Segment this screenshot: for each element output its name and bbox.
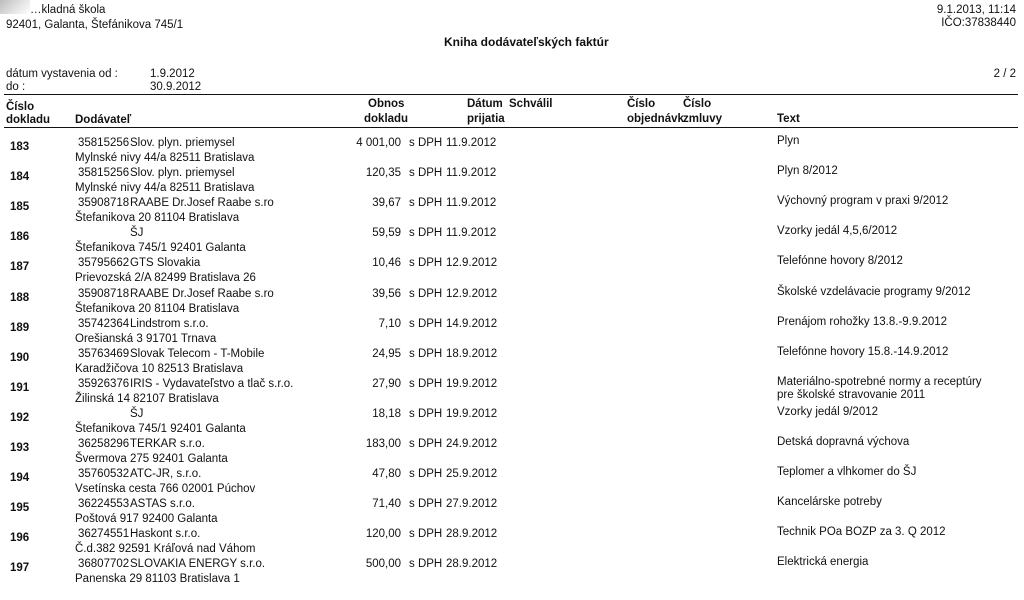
description: Vzorky jedál 9/2012 [777, 405, 879, 418]
received-date: 27.9.2012 [446, 498, 498, 511]
vat-label: s DPH [409, 137, 443, 149]
col-contract-1: Číslo [683, 98, 712, 110]
page-number: 2 / 2 [993, 68, 1016, 80]
supplier-address: Štefanikova 745/1 92401 Galanta [75, 242, 246, 255]
supplier-address: Štefanikova 20 81104 Bratislava [75, 212, 240, 225]
page-fold [0, 0, 30, 14]
received-date: 11.9.2012 [446, 137, 497, 149]
supplier-address: Vsetínska cesta 766 02001 Púchov [75, 483, 256, 496]
supplier-name: ŠJ [130, 227, 144, 240]
description: Výchovný program v praxi 9/2012 [777, 195, 949, 208]
description: Kancelárske potreby [777, 496, 882, 509]
amount: 18,18 [372, 407, 401, 420]
supplier-name: RAABE Dr.Josef Raabe s.ro [130, 287, 274, 300]
vat-label: s DPH [409, 257, 443, 270]
org-ico: IČO:37838440 [941, 17, 1016, 29]
supplier-ico: 35763469 [78, 347, 130, 360]
supplier-ico: 35926376 [78, 377, 130, 390]
date-from: 1.9.2012 [150, 68, 195, 80]
doc-number: 197 [10, 562, 30, 575]
description: Telefónne hovory 8/2012 [777, 255, 903, 268]
col-date-2: prijatia [467, 113, 505, 125]
received-date: 25.9.2012 [446, 468, 498, 481]
col-amount-2: dokladu [364, 113, 409, 125]
header-top-rule [4, 94, 1018, 95]
amount: 47,80 [372, 468, 401, 481]
vat-label: s DPH [409, 407, 443, 420]
supplier-address: Prievozská 2/A 82499 Bratislava 26 [75, 272, 256, 285]
description: Plyn [777, 135, 800, 147]
description: Teplomer a vlhkomer do ŠJ [777, 466, 917, 479]
doc-number: 184 [10, 171, 30, 184]
received-date: 28.9.2012 [446, 528, 498, 541]
supplier-ico: 35742364 [78, 317, 130, 330]
doc-number: 188 [10, 291, 30, 304]
description: Plyn 8/2012 [777, 165, 838, 178]
description: Vzorky jedál 4,5,6/2012 [777, 225, 898, 238]
col-contract-2: zmluvy [683, 113, 722, 125]
description: Elektrická energia [777, 556, 869, 569]
col-approved: Schválil [509, 98, 553, 110]
col-order-1: Číslo [627, 98, 656, 110]
date-to-label: do : [6, 81, 26, 93]
received-date: 19.9.2012 [446, 377, 498, 390]
supplier-address: Poštová 917 92400 Galanta [75, 513, 218, 526]
description: Školské vzdelávacie programy 9/2012 [777, 285, 971, 298]
supplier-name: Slov. plyn. priemysel [130, 137, 235, 149]
col-doc-number-2: dokladu [6, 114, 51, 126]
supplier-name: Slov. plyn. priemysel [130, 167, 235, 180]
doc-number: 190 [10, 351, 30, 364]
supplier-name: SLOVAKIA ENERGY s.r.o. [130, 558, 266, 571]
supplier-address: Mylnské nivy 44/a 82511 Bratislava [75, 182, 255, 195]
supplier-ico: 35760532 [78, 468, 130, 481]
received-date: 12.9.2012 [446, 257, 498, 270]
supplier-address: Orešianská 3 91701 Trnava [75, 332, 217, 345]
amount: 10,46 [372, 257, 401, 270]
col-text: Text [777, 113, 800, 125]
vat-label: s DPH [409, 167, 443, 180]
supplier-ico: 35795662 [78, 257, 130, 270]
supplier-ico: 36258296 [78, 438, 130, 450]
amount: 120,00 [365, 528, 401, 541]
vat-label: s DPH [409, 558, 443, 571]
supplier-address: Štefanikova 20 81104 Bratislava [75, 302, 240, 315]
supplier-ico: 35908718 [78, 197, 130, 210]
doc-number: 189 [10, 321, 30, 334]
printed-at: 9.1.2013, 11:14 [936, 4, 1016, 16]
supplier-name: TERKAR s.r.o. [130, 438, 205, 450]
vat-label: s DPH [409, 317, 443, 330]
supplier-name: Lindstrom s.r.o. [130, 317, 209, 330]
supplier-address: Žilinská 14 82107 Bratislava [75, 392, 219, 405]
supplier-name: GTS Slovakia [130, 257, 201, 270]
doc-number: 196 [10, 532, 30, 545]
amount: 39,67 [372, 197, 401, 210]
amount: 27,90 [372, 377, 401, 390]
supplier-ico: 36274551 [78, 528, 130, 541]
supplier-address: Štefanikova 745/1 92401 Galanta [75, 422, 246, 435]
description: Telefónne hovory 15.8.-14.9.2012 [777, 345, 949, 358]
doc-number: 187 [10, 261, 30, 274]
supplier-ico: 36807702 [78, 558, 130, 571]
received-date: 11.9.2012 [446, 167, 497, 180]
amount: 500,00 [365, 558, 401, 571]
vat-label: s DPH [409, 438, 443, 450]
col-amount-1: Obnos [368, 98, 405, 110]
received-date: 11.9.2012 [446, 227, 497, 240]
supplier-ico: 35908718 [78, 287, 130, 300]
vat-label: s DPH [409, 498, 443, 511]
description: Materiálno-spotrebné normy a receptúry [777, 375, 982, 388]
doc-number: 191 [10, 381, 30, 394]
doc-number: 183 [10, 141, 30, 153]
description: Prenájom rohožky 13.8.-9.9.2012 [777, 315, 948, 328]
report-title: Kniha dodávateľských faktúr [444, 35, 609, 49]
supplier-name: ATC-JR, s.r.o. [130, 468, 202, 481]
received-date: 24.9.2012 [446, 438, 498, 450]
doc-number: 185 [10, 201, 30, 214]
doc-number: 195 [10, 502, 30, 515]
supplier-ico: 35815256 [78, 167, 130, 180]
amount: 4 001,00 [356, 137, 401, 149]
doc-number: 192 [10, 411, 30, 424]
received-date: 18.9.2012 [446, 347, 498, 360]
col-supplier: Dodávateľ [75, 114, 132, 126]
header-bottom-rule [4, 127, 1018, 128]
supplier-name: ŠJ [130, 407, 144, 420]
supplier-address: Mylnské nivy 44/a 82511 Bratislava [75, 152, 255, 164]
supplier-name: RAABE Dr.Josef Raabe s.ro [130, 197, 274, 210]
vat-label: s DPH [409, 528, 443, 541]
supplier-name: Slovak Telecom - T-Mobile [130, 347, 265, 360]
supplier-name: ASTAS s.r.o. [130, 498, 195, 511]
vat-label: s DPH [409, 468, 443, 481]
supplier-address: Č.d.382 92591 Kráľová nad Váhom [75, 543, 256, 556]
supplier-address: Karadžičova 10 82513 Bratislava [75, 362, 244, 375]
vat-label: s DPH [409, 197, 443, 210]
amount: 120,35 [365, 167, 401, 180]
org-name: …kladná škola [30, 4, 106, 16]
description: Detská dopravná výchova [777, 436, 910, 448]
supplier-name: Haskont s.r.o. [130, 528, 201, 541]
vat-label: s DPH [409, 287, 443, 300]
amount: 183,00 [365, 438, 401, 450]
supplier-address: Panenska 29 81103 Bratislava 1 [75, 573, 240, 586]
supplier-name: IRIS - Vydavateľstvo a tlač s.r.o. [130, 377, 294, 390]
doc-number: 186 [10, 231, 30, 244]
amount: 24,95 [372, 347, 401, 360]
received-date: 12.9.2012 [446, 287, 498, 300]
amount: 59,59 [372, 227, 401, 240]
vat-label: s DPH [409, 347, 443, 360]
amount: 7,10 [378, 317, 401, 330]
col-order-2: objednávk [627, 113, 684, 125]
doc-number: 194 [10, 472, 30, 485]
amount: 71,40 [372, 498, 401, 511]
org-address: 92401, Galanta, Štefánikova 745/1 [6, 19, 184, 31]
vat-label: s DPH [409, 227, 443, 240]
col-doc-number-1: Číslo [6, 101, 35, 113]
description-line-2: pre školské stravovanie 2011 [777, 388, 926, 401]
supplier-ico: 35815256 [78, 137, 130, 149]
received-date: 28.9.2012 [446, 558, 498, 571]
doc-number: 193 [10, 442, 30, 454]
date-from-label: dátum vystavenia od : [6, 68, 118, 80]
description: Technik POa BOZP za 3. Q 2012 [777, 526, 946, 539]
received-date: 14.9.2012 [446, 317, 498, 330]
supplier-ico: 36224553 [78, 498, 130, 511]
date-to: 30.9.2012 [150, 81, 202, 93]
amount: 39,56 [372, 287, 401, 300]
col-date-1: Dátum [467, 98, 503, 110]
received-date: 11.9.2012 [446, 197, 497, 210]
supplier-address: Švermova 275 92401 Galanta [75, 453, 228, 465]
vat-label: s DPH [409, 377, 443, 390]
received-date: 19.9.2012 [446, 407, 498, 420]
